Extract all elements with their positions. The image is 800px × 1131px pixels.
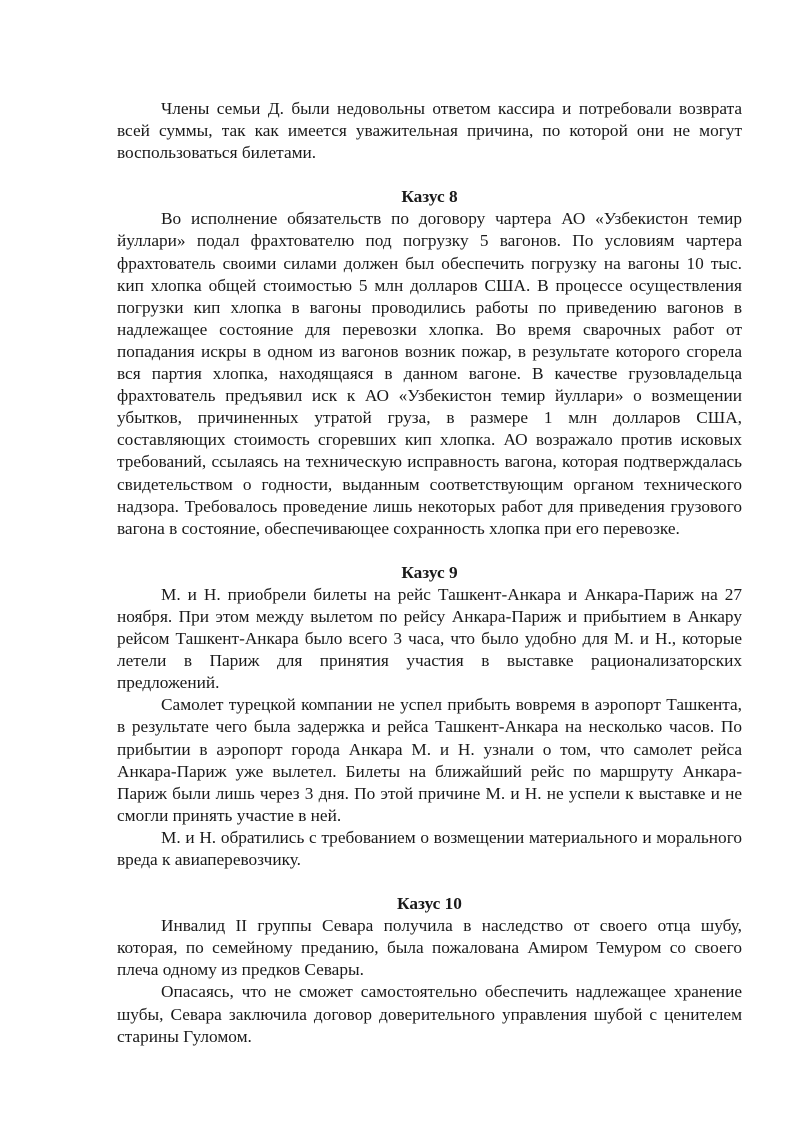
case-8-title: Казус 8	[401, 187, 458, 207]
case-9-paragraph-3: М. и Н. обратились с требованием о возмещении материального и морального вреда к авиаперевозчику.	[117, 827, 742, 869]
document-body	[117, 98, 742, 1048]
case-9-paragraph-2: Самолет турецкой компании не успел прибыть вовремя в аэропорт Ташкента, в результате чего была задержка и рейса Ташкент-Анкара на несколько часов. По прибытии в аэропорт города Анкара М. и Н. узнали о том, что самолет рейса Анкара-Париж уже вылетел. Билеты на ближайший рейс по маршруту Анкара-Париж были лишь через 3 дня. По этой причине М. и Н. не успели к выставке и не смогли принять участие в ней.	[117, 695, 742, 825]
case-9-title: Казус 9	[401, 562, 458, 582]
case-10-title: Казус 10	[397, 894, 462, 914]
case-10-paragraph-1: Инвалид II группы Севара получила в наследство от своего отца шубу, которая, по семейному преданию, была пожалована Амиром Темуром со своего плеча одному из предков Севары.	[117, 916, 742, 980]
case-10-paragraph-2: Опасаясь, что не сможет самостоятельно обеспечить надлежащее хранение шубы, Севара заключила договор доверительного управления шубой с ценителем старины Гуломом.	[117, 982, 742, 1046]
case-9-paragraph-1: М. и Н. приобрели билеты на рейс Ташкент-Анкара и Анкара-Париж на 27 ноября. При этом между вылетом по рейсу Анкара-Париж и прибытием в Анкару рейсом Ташкент-Анкара было всего 3 часа, что было удобно для М. и Н., которые летели в Париж для принятия участия в выставке рационализаторских предложений.	[117, 584, 742, 693]
intro-paragraph: Члены семьи Д. были недовольны ответом кассира и потребовали возврата всей суммы, так как имеется уважительная причина, по которой они не могут воспользоваться билетами.	[117, 99, 742, 163]
case-8-paragraph: Во исполнение обязательств по договору чартера АО «Узбекистон темир йуллари» подал фрахтователю под погрузку 5 вагонов. По условиям чартера фрахтователь своими силами должен был обеспечить погрузку на вагоны 10 тыс. кип хлопка общей стоимостью 5 млн долларов США. В процессе осуществления погрузки кип хлопка в вагоны проводились работы по приведению вагонов в надлежащее состояние для перевозки хлопка. Во время сварочных работ от попадания искры в одном из вагонов возник пожар, в результате которого сгорела вся партия хлопка, находящаяся в данном вагоне. В качестве грузовладельца фрахтователь предъявил иск к АО «Узбекистон темир йуллари» о возмещении убытков, причиненных утратой груза, в размере 1 млн долларов США, составляющих стоимость сгоревших кип хлопка. АО возражало против исковых требований, ссылаясь на техническую исправность вагона, которая подтверждалась свидетельством о годности, выданным соответствующим органом технического надзора. Требовалось проведение лишь некоторых работ для приведения грузового вагона в состояние, обеспечивающее сохранность хлопка при его перевозке.	[117, 209, 742, 538]
